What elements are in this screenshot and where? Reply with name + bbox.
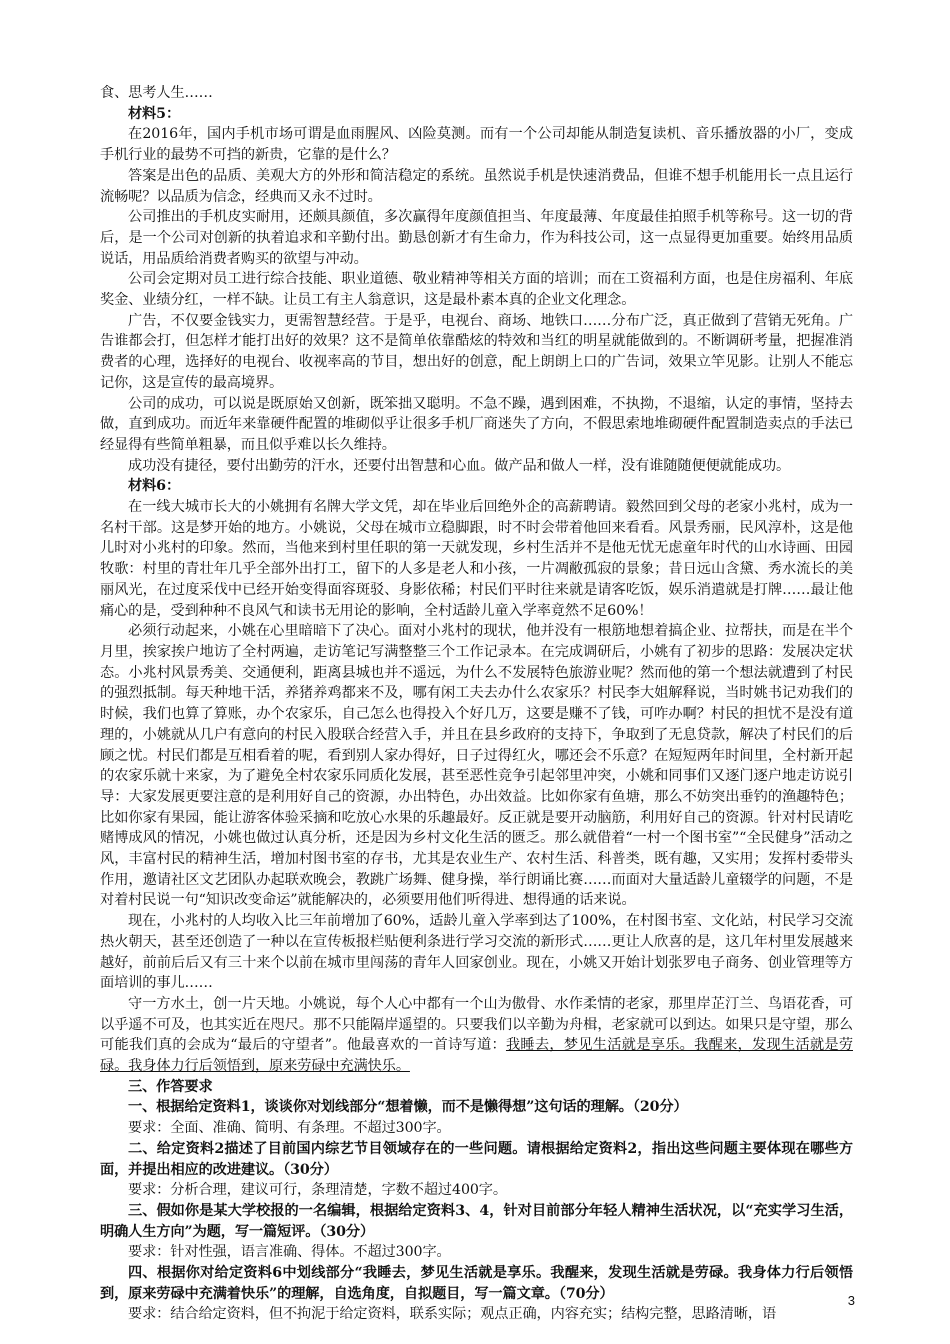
material-5-paragraph: 公司会定期对员工进行综合技能、职业道德、敬业精神等相关方面的培训；而在工资福利方面，也是住房福利、年底奖金、业绩分红，一样不缺。让员工有主人翁意识，这是最朴素本真的企业文化理念。	[100, 271, 853, 309]
question-3-note: 要求：针对性强，语言准确、得体。不超过300字。	[128, 1244, 451, 1261]
document-page	[100, 83, 853, 1325]
material-6-heading: 材料6：	[128, 478, 181, 495]
question-4-title: 四、根据你对给定资料6中划线部分“我睡去，梦见生活就是享乐。我醒来，发现生活就是劳碌。我身体力行后领悟到，原来劳碌中充满着快乐”的理解，自选角度，自拟题目，写一篇文章。（70分）	[100, 1265, 853, 1302]
material-6-last-paragraph	[100, 994, 853, 1077]
question-3-title: 三、假如你是某大学校报的一名编辑，根据给定资料3、4，针对目前部分年轻人精神生活状况，以“充实学习生活，明确人生方向”为题，写一篇短评。（30分）	[100, 1202, 853, 1240]
material-6-paragraph: 现在，小兆村的人均收入比三年前增加了60%，适龄儿童入学率到达了100%，在村图书室、文化站，村民学习交流热火朝天，甚至还创造了一种以在宣传板报栏贴便利条进行学习交流的新形式……更让人欣喜的是，这几年村里发展越来越好，前前后后又有三十来个以前在城市里闯荡的青年人回家创业。现在，小姚又开始计划张罗电子商务、创业管理等方面培训的事儿……	[100, 913, 853, 992]
requirements-heading: 三、作答要求	[128, 1078, 213, 1095]
material-6-paragraph: 必须行动起来，小姚在心里暗暗下了决心。面对小兆村的现状，他并没有一根筋地想着搞企业、拉帮扶，而是在半个月里，挨家挨户地访了全村两遍，走访笔记写满整整三个工作记录本。在完成调研后，小姚有了初步的思路：发展决定状态。小兆村风景秀美、交通便利，距离县城也并不遥远，为什么不发展特色旅游业呢？然而他的第一个想法就遭到了村民的强烈抵制。每天种地干活，养猪养鸡都来不及，哪有闲工夫去办什么农家乐？村民李大姐解释说，当时姚书记劝我们的时候，我们也算了算账，办个农家乐，自己怎么也得投入个好几万，这要是赚不了钱，可咋办啊？村民的担忧不是没有道理的，小姚就从几户有意向的村民入股联合经营入手，并且在县乡政府的支持下，争取到了无息贷款，解决了村民们的后顾之忧。村民们都是互相看着的呢，看到别人家办得好，日子过得红火，哪还会不乐意？在短短两年时间里，全村新开起的农家乐就十来家，为了避免全村农家乐同质化发展，甚至恶性竞争引起邻里冲突，小姚和同事们又逐门逐户地走访说引导：大家发展更要注意的是利用好自己的资源，办出特色，办出效益。比如你家有鱼塘，那么不妨突出垂钓的渔趣特色；比如你家有果园，能让游客体验采摘和吃放心水果的乐趣最好。反正就是要开动脑筋，利用好自己的资源。针对村民请吃赌博成风的情况，小姚也做过认真分析，还是因为乡村文化生活的匮乏。那么就借着“一村一个图书室”“全民健身”活动之风，丰富村民的精神生活，增加村图书室的存书，尤其是农业生产、农村生活、科普类，既有趣，又实用；发挥村委带头作用，邀请社区文艺团队办起联欢晚会，教跳广场舞、健身操，举行朗诵比赛……而面对大量适龄儿童辍学的问题，不是对着村民说一句“知识改变命运”就能解决的，必须要用他们听得进、想得通的话来说。	[100, 623, 853, 909]
material-5-paragraph: 成功没有捷径，要付出勤劳的汗水，还要付出智慧和心血。做产品和做人一样，没有谁随随便便就能成功。	[128, 457, 791, 474]
question-2-title: 二、给定资料2描述了目前国内综艺节目领域存在的一些问题。请根据给定资料2，指出这些问题主要体现在哪些方面，并提出相应的改进建议。（30分）	[100, 1140, 853, 1178]
paragraph-text: 守一方水土，创一片天地。小姚说，每个人心中都有一个山为傲骨、水作柔情的老家，那里岸芷汀兰、鸟语花香，可以乎遥不可及，也其实近在咫尺。那不只能隔岸遥望的。只要我们以辛勤为舟楫，老家就可以到达。如果只是守望，那么可能我们真的会成为“最后的守望者”。他最喜欢的一首诗写道：	[100, 995, 853, 1054]
question-4-note: 要求：结合给定资料，但不拘泥于给定资料，联系实际；观点正确，内容充实；结构完整，思路清晰，语	[128, 1306, 777, 1323]
material-5-paragraph: 公司推出的手机皮实耐用，还颇具颜值，多次赢得年度颜值担当、年度最薄、年度最佳拍照手机等称号。这一切的背后，是一个公司对创新的执着追求和辛勤付出。勤恳创新才有生命力，作为科技公司，这一点显得更加重要。始终用品质说话，用品质给消费者购买的欲望与冲动。	[100, 209, 853, 267]
material-5-paragraph: 在2016年，国内手机市场可谓是血雨腥风、凶险莫测。而有一个公司却能从制造复读机、音乐播放器的小厂，变成手机行业的最势不可挡的新贵，它靠的是什么？	[100, 126, 853, 164]
material-5-paragraph: 广告，不仅要金钱实力，更需智慧经营。于是乎，电视台、商场、地铁口……分布广泛，真正做到了营销无死角。广告谁都会打，但怎样才能打出好的效果？这不是简单依靠酷炫的特效和当红的明星就能做到的。不断调研考量，把握准消费者的心理，选择好的电视台、收视率高的节目，想出好的创意，配上朗朗上口的广告词，效果立竿见影。让别人不能忘记你，这是宣传的最高境界。	[100, 312, 853, 391]
material-5-paragraph: 答案是出色的品质、美观大方的外形和简洁稳定的系统。虽然说手机是快速消费品，但谁不想手机能用长一点且运行流畅呢？以品质为信念，经典而又永不过时。	[100, 167, 853, 205]
material-6-paragraph: 在一线大城市长大的小姚拥有名牌大学文凭，却在毕业后回绝外企的高薪聘请。毅然回到父母的老家小兆村，成为一名村干部。这是梦开始的地方。小姚说，父母在城市立稳脚跟，时不时会带着他回来看看。风景秀丽，民风淳朴，这是他儿时对小兆村的印象。然而，当他来到村里任职的第一天就发现，乡村生活并不是他无忧无虑童年时代的山水诗画、田园牧歌：村里的青壮年几乎全部外出打工，留下的人多是老人和小孩，一片凋敝孤寂的景象；昔日远山含黛、秀水流长的美丽风光，在过度采伐中已经开始变得面容斑驳、身影依稀；村民们平时往来就是请客吃饭，娱乐消遣就是打牌……最让他痛心的是，受到种种不良风气和读书无用论的影响，全村适龄儿童入学率竟然不足60%！	[100, 499, 853, 619]
material-5-paragraph: 公司的成功，可以说是既原始又创新，既笨拙又聪明。不急不躁，遇到困难，不执拗，不退缩，认定的事情，坚持去做，直到成功。而近年来靠硬件配置的堆砌似乎让很多手机厂商迷失了方向，不假思索地堆砌硬件配置制造卖点的手法已经显得有些简单粗暴，而且似乎难以长久维持。	[100, 395, 853, 453]
continuation-text: 食、思考人生……	[100, 85, 213, 101]
underlined-quote: 我睡去，梦见生活就是享乐。我醒来，发现生活就是劳碌。我身体力行后领悟到，原来劳碌中充满快乐。	[100, 1037, 853, 1075]
material-5-heading: 材料5：	[128, 105, 181, 122]
question-2-note: 要求：分析合理，建议可行，条理清楚，字数不超过400字。	[128, 1182, 507, 1199]
page-number: 3	[847, 1293, 855, 1308]
question-1-note: 要求：全面、准确、简明、有条理。不超过300字。	[128, 1120, 451, 1137]
question-1-title: 一、根据给定资料1，谈谈你对划线部分“想着懒，而不是懒得想”这句话的理解。（20分）	[128, 1099, 688, 1116]
